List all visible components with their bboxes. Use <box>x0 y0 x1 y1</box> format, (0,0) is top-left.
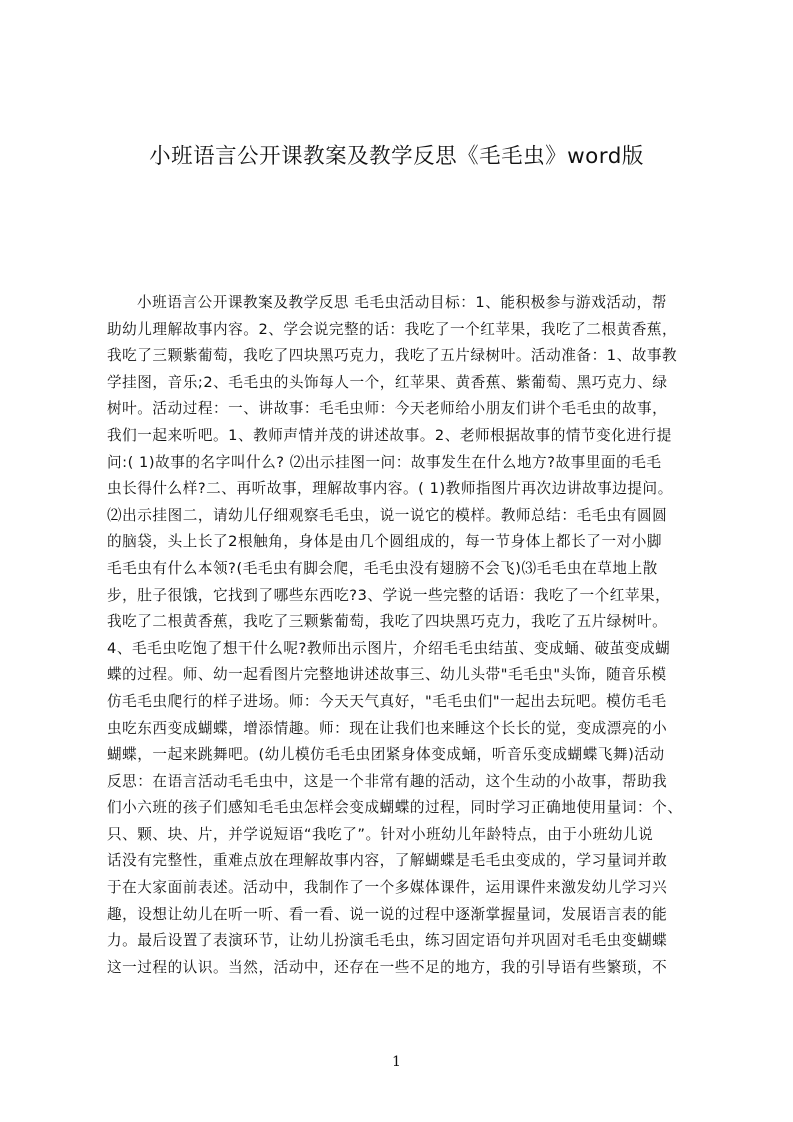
text-line: ⑵出示挂图二，请幼儿仔细观察毛毛虫，说一说它的模样。教师总结：毛毛虫有圆圆 <box>107 506 668 524</box>
text-line: 小班语言公开课教案及教学反思 毛毛虫活动目标：1、能积极参与游戏活动，帮 <box>137 294 667 311</box>
text-line: 虫吃东西变成蝴蝶，增添情趣。师：现在让我们也来睡这个长长的觉，变成漂亮的小 <box>107 719 668 737</box>
text-line: 步，肚子很饿，它找到了哪些东西吃?3、学说一些完整的话语：我吃了一个红苹果， <box>107 586 671 604</box>
text-line: 4、毛毛虫吃饱了想干什么呢?教师出示图片，介绍毛毛虫结茧、变成蛹、破茧变成蝴 <box>107 639 671 657</box>
text-line: 虫长得什么样?二、再听故事，理解故事内容。( 1)教师指图片再次边讲故事边提问。 <box>107 480 673 498</box>
text-line: 蝴蝶，一起来跳舞吧。(幼儿模仿毛毛虫团紧身体变成蛹，听音乐变成蝴蝶飞舞)活动 <box>107 746 665 764</box>
text-line: 反思：在语言活动毛毛虫中，这是一个非常有趣的活动，这个生动的小故事，帮助我 <box>107 772 668 790</box>
text-line: 毛毛虫有什么本领?(毛毛虫有脚会爬，毛毛虫没有翅膀不会飞)⑶毛毛虫在草地上散 <box>107 559 658 577</box>
text-line: 我吃了二根黄香蕉，我吃了三颗紫葡萄，我吃了四块黑巧克力，我吃了五片绿树叶。 <box>107 613 668 631</box>
text-line: 话没有完整性，重难点放在理解故事内容，了解蝴蝶是毛毛虫变成的，学习量词并敢 <box>107 852 668 870</box>
page-number: 1 <box>392 1054 401 1070</box>
text-line: 的脑袋，头上长了2根触角，身体是由几个圆组成的，每一节身体上都长了一对小脚 <box>107 533 663 551</box>
text-line: 学挂图，音乐;2、毛毛虫的头饰每人一个，红苹果、黄香蕉、紫葡萄、黑巧克力、绿 <box>107 373 668 391</box>
body-text <box>107 290 699 981</box>
page-title: 小班语言公开课教案及教学反思《毛毛虫》word版 <box>149 144 644 169</box>
text-line: 趣，设想让幼儿在听一听、看一看、说一说的过程中逐渐掌握量词，发展语言表的能 <box>107 905 668 923</box>
text-line: 于在大家面前表述。活动中，我制作了一个多媒体课件，运用课件来激发幼儿学习兴 <box>107 879 668 897</box>
text-line: 力。最后设置了表演环节，让幼儿扮演毛毛虫，练习固定语句并巩固对毛毛虫变蝴蝶 <box>107 932 668 950</box>
text-line: 蝶的过程。师、幼一起看图片完整地讲述故事三、幼儿头带"毛毛虫"头饰，随音乐模 <box>107 666 667 684</box>
text-line: 们小六班的孩子们感知毛毛虫怎样会变成蝴蝶的过程，同时学习正确地使用量词：个、 <box>107 799 683 817</box>
text-line: 树叶。活动过程：一、讲故事：毛毛虫师：今天老师给小朋友们讲个毛毛虫的故事， <box>107 400 668 418</box>
text-line: 仿毛毛虫爬行的样子进场。师：今天天气真好，"毛毛虫们"一起出去玩吧。模仿毛毛 <box>107 692 667 710</box>
text-line: 只、颗、块、片，并学说短语“我吃了”。针对小班幼儿年龄特点，由于小班幼儿说 <box>107 825 654 843</box>
text-line: 这一过程的认识。当然，活动中，还存在一些不足的地方，我的引导语有些繁琐，不 <box>107 958 668 976</box>
text-line: 问:( 1)故事的名字叫什么? ⑵出示挂图一问：故事发生在什么地方?故事里面的毛毛 <box>107 453 662 471</box>
text-line: 助幼儿理解故事内容。2、学会说完整的话：我吃了一个红苹果，我吃了二根黄香蕉， <box>107 320 678 338</box>
text-line: 我吃了三颗紫葡萄，我吃了四块黑巧克力，我吃了五片绿树叶。活动准备：1、故事教 <box>107 347 678 365</box>
text-line: 我们一起来听吧。1、教师声情并茂的讲述故事。2、老师根据故事的情节变化进行提 <box>107 426 672 444</box>
